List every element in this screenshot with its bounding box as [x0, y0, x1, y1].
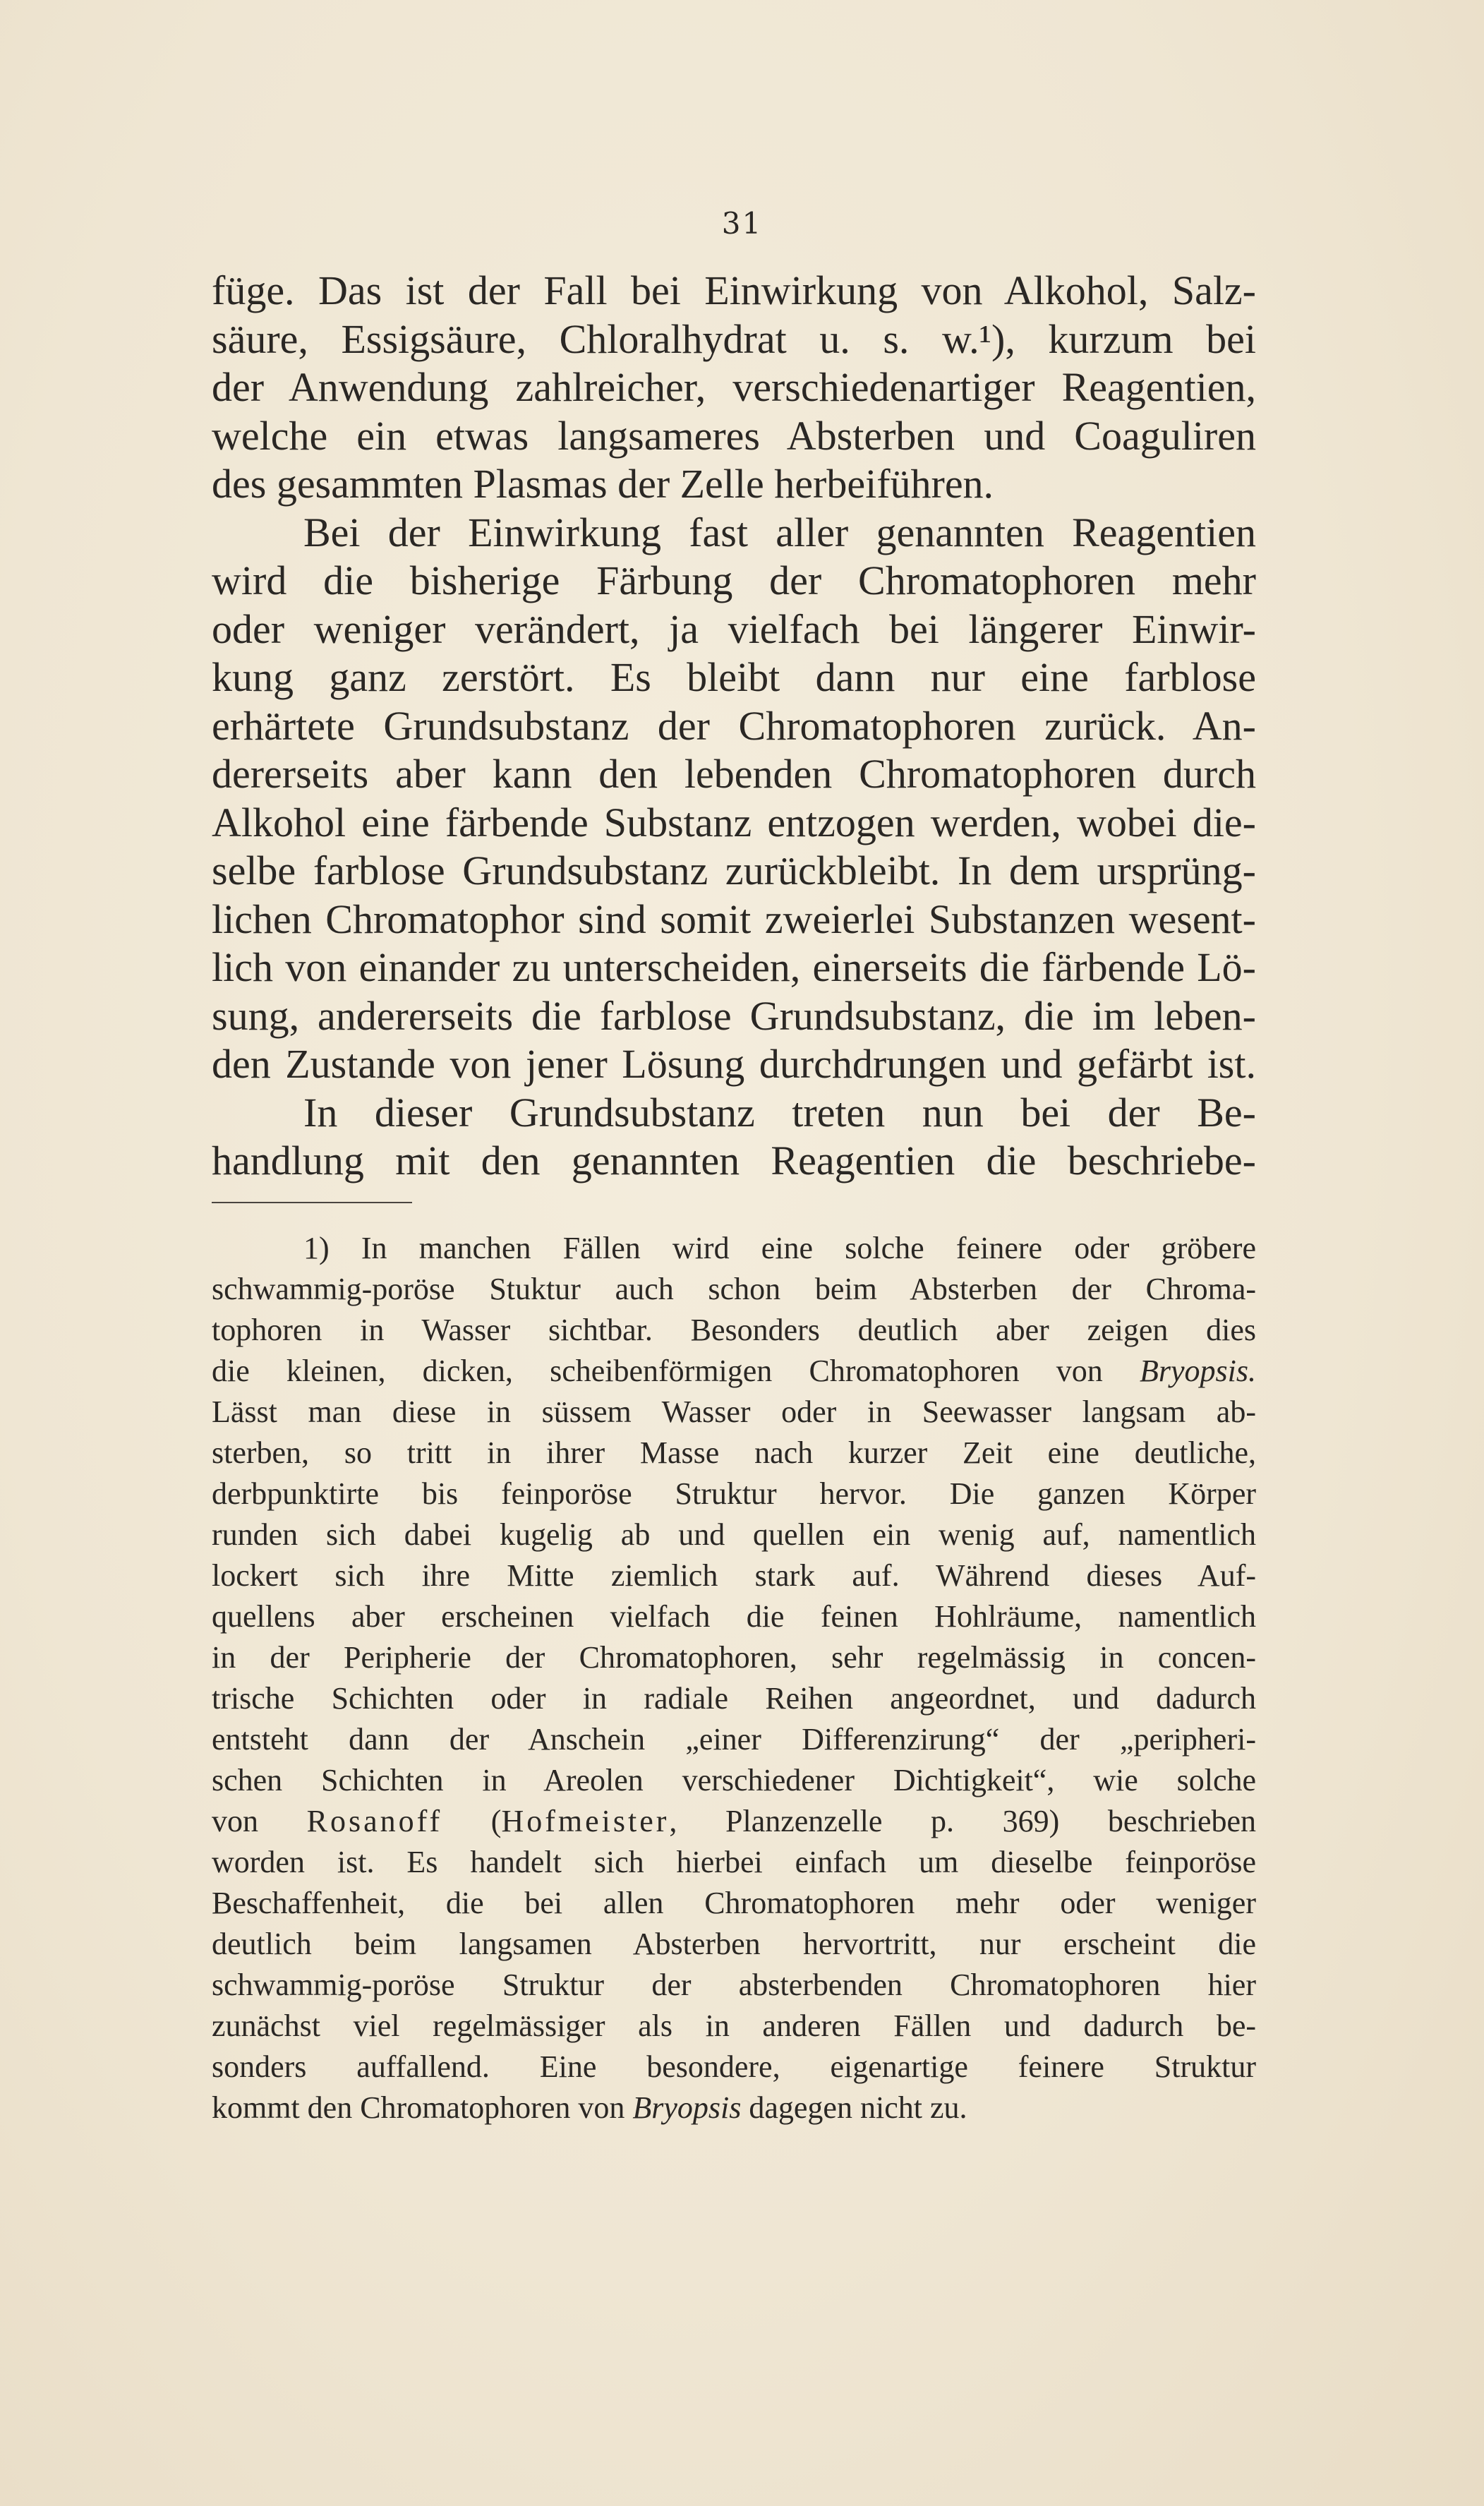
footnote-line: Beschaffenheit, die bei allen Chromatophoren mehr oder weniger [212, 1886, 1256, 1920]
text-line: oder weniger verändert, ja vielfach bei längerer Einwir- [212, 606, 1256, 652]
footnote-text: von [212, 1804, 307, 1838]
text-line: füge. Das ist der Fall bei Einwirkung von Alkohol, Salz- [212, 267, 1256, 313]
footnote-line: schwammig-poröse Stuktur auch schon beim Absterben der Chroma- [212, 1272, 1256, 1306]
text-line: lichen Chromatophor sind somit zweierlei Substanzen wesent- [212, 896, 1256, 942]
text-line: lich von einander zu unterscheiden, einerseits die färbende Lö- [212, 944, 1256, 990]
footnote-line: tophoren in Wasser sichtbar. Besonders deutlich aber zeigen dies [212, 1313, 1256, 1347]
taxon-name: Bryopsis. [1140, 1354, 1256, 1388]
text-line: des gesammten Plasmas der Zelle herbeiführen. [212, 461, 994, 507]
footnote-line: 1) In manchen Fällen wird eine solche feinere oder gröbere [303, 1231, 1256, 1265]
main-text [212, 267, 1256, 1186]
footnote-line: sterben, so tritt in ihrer Masse nach kurzer Zeit eine deutliche, [212, 1435, 1256, 1470]
footnote-line: in der Peripherie der Chromatophoren, sehr regelmässig in concen- [212, 1640, 1256, 1675]
taxon-name: Bryopsis [632, 2090, 742, 2125]
footnote-text: die kleinen, dicken, scheibenförmigen Chromatophoren von [212, 1354, 1140, 1388]
footnote-line [212, 1801, 1256, 1842]
footnote-text: , Planzenzelle p. 369) beschrieben [669, 1804, 1257, 1838]
text-line: erhärtete Grundsubstanz der Chromatophoren zurück. An- [212, 702, 1256, 749]
footnote-text: dagegen nicht zu. [741, 2090, 967, 2125]
footnote-line: schwammig-poröse Struktur der absterbenden Chromatophoren hier [212, 1968, 1256, 2002]
footnote-text: ( [442, 1804, 502, 1838]
text-line: In dieser Grundsubstanz treten nun bei der Be- [303, 1089, 1256, 1135]
text-line: handlung mit den genannten Reagentien die beschriebe- [212, 1138, 1256, 1183]
text-line: der Anwendung zahlreicher, verschiedenartiger Reagentien, [212, 364, 1256, 410]
footnote-line [212, 1351, 1256, 1392]
author-name: Rosanoff [306, 1804, 443, 1838]
page-number: 31 [721, 206, 763, 241]
footnote-line: sonders auffallend. Eine besondere, eigenartige feinere Struktur [212, 2049, 1256, 2084]
author-name: Hofmeister [501, 1804, 670, 1838]
text-line: wird die bisherige Färbung der Chromatophoren mehr [212, 558, 1256, 603]
text-line: selbe farblose Grundsubstanz zurückbleibt. In dem ursprüng- [212, 848, 1256, 893]
footnote-line [212, 2088, 1256, 2128]
footnote-line: Lässt man diese in süssem Wasser oder in Seewasser langsam ab- [212, 1394, 1256, 1429]
footnote-line: derbpunktirte bis feinporöse Struktur hervor. Die ganzen Körper [212, 1476, 1256, 1511]
text-line: sung, andererseits die farblose Grundsubstanz, die im leben- [212, 992, 1256, 1039]
text-line: dererseits aber kann den lebenden Chromatophoren durch [212, 751, 1256, 797]
footnote-divider [212, 1202, 412, 1203]
footnote-text: kommt den Chromatophoren von [212, 2090, 633, 2125]
text-line: den Zustande von jener Lösung durchdrungen und gefärbt ist. [212, 1041, 1256, 1087]
footnote-line: entsteht dann der Anschein „einer Differenzirung“ der „peripheri- [212, 1722, 1256, 1757]
text-line: welche ein etwas langsameres Absterben und Coaguliren [212, 412, 1256, 459]
footnote-line: schen Schichten in Areolen verschiedener Dichtigkeit“, wie solche [212, 1763, 1256, 1797]
footnote-line: worden ist. Es handelt sich hierbei einfach um dieselbe feinporöse [212, 1845, 1256, 1879]
footnote-line: trische Schichten oder in radiale Reihen angeordnet, und dadurch [212, 1681, 1256, 1716]
footnote-line: deutlich beim langsamen Absterben hervortritt, nur erscheint die [212, 1927, 1256, 1961]
footnote-line: zunächst viel regelmässiger als in anderen Fällen und dadurch be- [212, 2008, 1256, 2043]
text-line: Alkohol eine färbende Substanz entzogen werden, wobei die- [212, 799, 1256, 845]
text-line: säure, Essigsäure, Chloralhydrat u. s. w.¹), kurzum bei [212, 315, 1256, 362]
footnote-line: lockert sich ihre Mitte ziemlich stark auf. Während dieses Auf- [212, 1558, 1256, 1593]
text-line: kung ganz zerstört. Es bleibt dann nur eine farblose [212, 654, 1256, 700]
footnote-line: runden sich dabei kugelig ab und quellen ein wenig auf, namentlich [212, 1517, 1256, 1552]
footnote [212, 1228, 1256, 2128]
text-line: Bei der Einwirkung fast aller genannten Reagentien [303, 509, 1256, 555]
footnote-line: quellens aber erscheinen vielfach die feinen Hohlräume, namentlich [212, 1599, 1256, 1634]
